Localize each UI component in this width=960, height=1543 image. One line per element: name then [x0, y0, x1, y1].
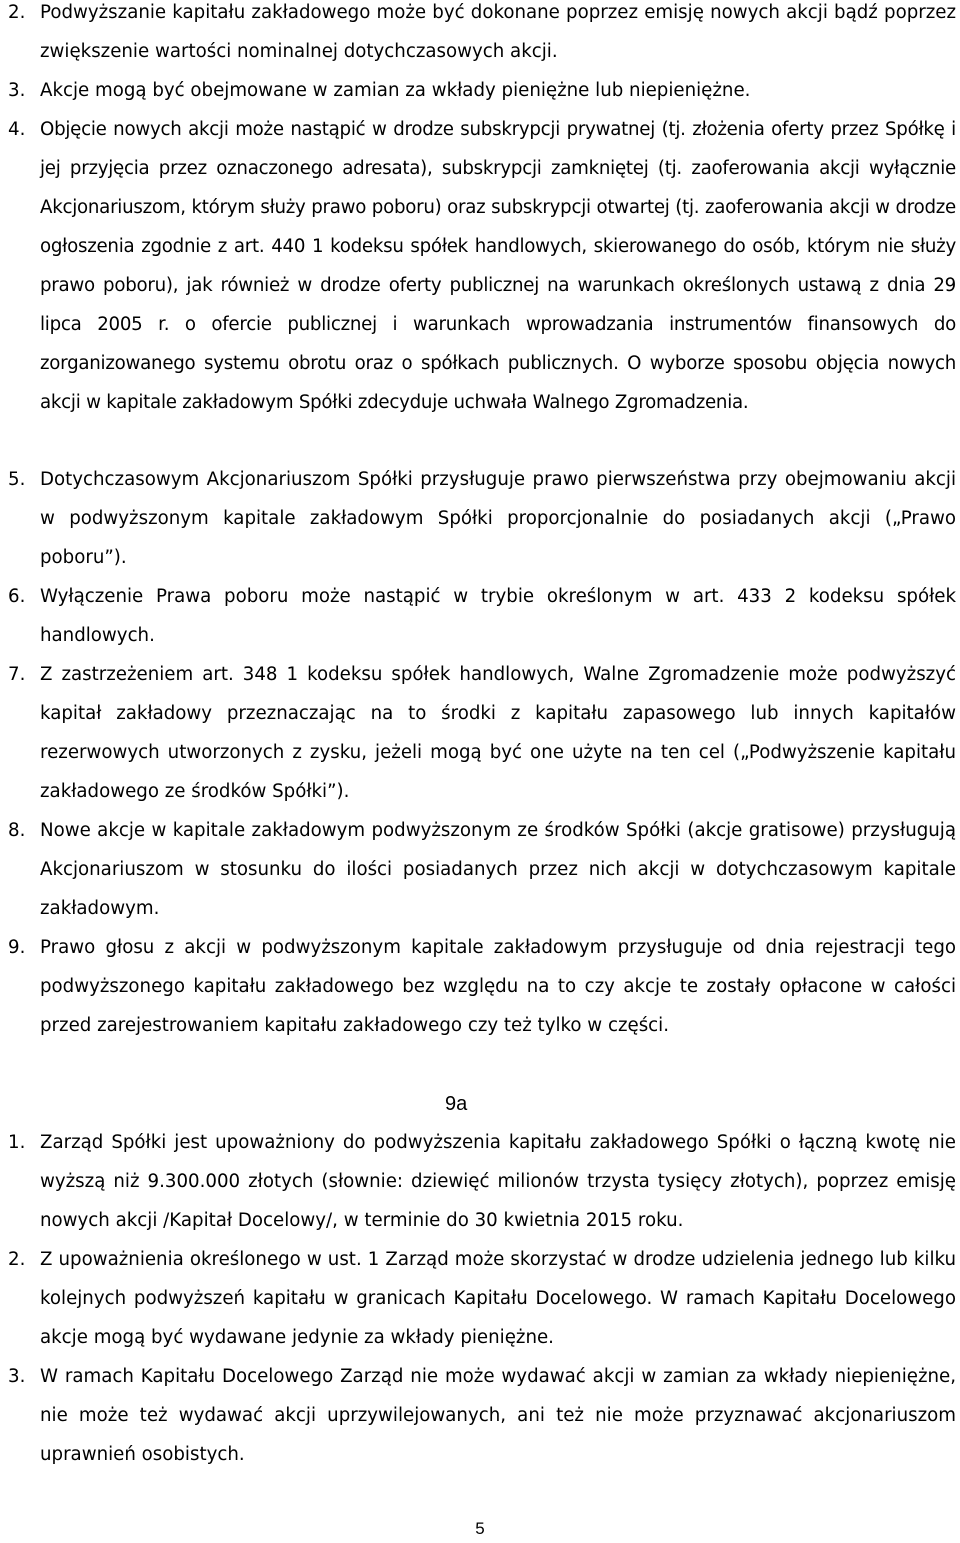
paragraph-text: Podwyższanie kapitału zakładowego może być dokonane poprzez emisję nowych akcji bądź poprzez zwiększenie wartości nominalnej dotychczasowych akcji. [40, 2, 956, 62]
section-paragraph-2 [8, 1240, 956, 1357]
paragraph-4 [8, 110, 956, 422]
paragraph-number: 9. [8, 937, 26, 958]
paragraph-3 [8, 71, 956, 110]
paragraph-text: Wyłączenie Prawa poboru może nastąpić w trybie określonym w art. 433 2 kodeksu spółek handlowych. [40, 586, 956, 646]
section-paragraph-3 [8, 1357, 956, 1474]
paragraph-text: Akcje mogą być obejmowane w zamian za wkłady pieniężne lub niepieniężne. [40, 80, 751, 101]
paragraph-9 [8, 928, 956, 1045]
paragraph-number: 1. [8, 1132, 26, 1153]
paragraph-7 [8, 655, 956, 811]
paragraph-text: Prawo głosu z akcji w podwyższonym kapitale zakładowym przysługuje od dnia rejestracji tego podwyższonego kapitału zakładowego bez względu na to czy akcje te zostały opłacone w całości przed zarejestrowaniem kapitału zakładowego czy też tylko w części. [40, 937, 956, 1036]
paragraph-number: 3. [8, 1366, 26, 1387]
paragraph-number: 3. [8, 80, 26, 101]
paragraph-number: 7. [8, 664, 26, 685]
paragraph-number: 8. [8, 820, 26, 841]
paragraph-text: Nowe akcje w kapitale zakładowym podwyższonym ze środków Spółki (akcje gratisowe) przysługują Akcjonariuszom w stosunku do ilości posiadanych przez nich akcji w dotychczasowym kapitale zakładowym. [40, 820, 956, 919]
paragraph-text: Dotychczasowym Akcjonariuszom Spółki przysługuje prawo pierwszeństwa przy obejmowaniu akcji w podwyższonym kapitale zakładowym Spółki proporcjonalnie do posiadanych akcji („Prawo poboru”). [40, 469, 956, 568]
paragraph-text: Z zastrzeżeniem art. 348 1 kodeksu spółek handlowych, Walne Zgromadzenie może podwyższyć kapitał zakładowy przeznaczając na to środki z kapitału zapasowego lub innych kapitałów rezerwowych utworzonych z zysku, jeżeli mogą być one użyte na ten cel („Podwyższenie kapitału zakładowego ze środków Spółki”). [40, 664, 956, 802]
paragraph-6 [8, 577, 956, 655]
section-paragraph-1 [8, 1123, 956, 1240]
paragraph-2 [8, 0, 956, 71]
paragraph-number: 5. [8, 469, 26, 490]
paragraph-text: W ramach Kapitału Docelowego Zarząd nie może wydawać akcji w zamian za wkłady niepieniężne, nie może też wydawać akcji uprzywilejowanych, ani też nie może przyznawać akcjonariuszom uprawnień osobistych. [40, 1366, 956, 1465]
section-heading: 9a [445, 1093, 468, 1115]
paragraph-8 [8, 811, 956, 928]
paragraph-text: Objęcie nowych akcji może nastąpić w drodze subskrypcji prywatnej (tj. złożenia oferty przez Spółkę i jej przyjęcia przez oznaczonego adresata), subskrypcji zamkniętej (tj. zaoferowania akcji wyłącznie Akcjonariuszom, którym służy prawo poboru) oraz subskrypcji otwartej (tj. zaoferowania akcji w drodze ogłoszenia zgodnie z art. 440 1 kodeksu spółek handlowych, skierowanego do osób, którym nie służy prawo poboru), jak również w drodze oferty publicznej na warunkach określonych ustawą z dnia 29 lipca 2005 r. o ofercie publicznej i warunkach wprowadzania instrumentów finansowych do zorganizowanego systemu obrotu oraz o spółkach publicznych. O wyborze sposobu objęcia nowych akcji w kapitale zakładowym Spółki zdecyduje uchwała Walnego Zgromadzenia. [40, 119, 956, 413]
paragraph-number: 4. [8, 119, 26, 140]
paragraph-number: 2. [8, 1249, 26, 1270]
page-number: 5 [475, 1519, 485, 1538]
paragraph-text: Zarząd Spółki jest upoważniony do podwyższenia kapitału zakładowego Spółki o łączną kwotę nie wyższą niż 9.300.000 złotych (słownie: dziewięć milionów trzysta tysięcy złotych), poprzez emisję nowych akcji /Kapitał Docelowy/, w terminie do 30 kwietnia 2015 roku. [40, 1132, 956, 1231]
paragraph-5 [8, 460, 956, 577]
paragraph-number: 2. [8, 2, 26, 23]
paragraph-text: Z upoważnienia określonego w ust. 1 Zarząd może skorzystać w drodze udzielenia jednego lub kilku kolejnych podwyższeń kapitału w granicach Kapitału Docelowego. W ramach Kapitału Docelowego akcje mogą być wydawane jedynie za wkłady pieniężne. [40, 1249, 956, 1348]
paragraph-number: 6. [8, 586, 26, 607]
